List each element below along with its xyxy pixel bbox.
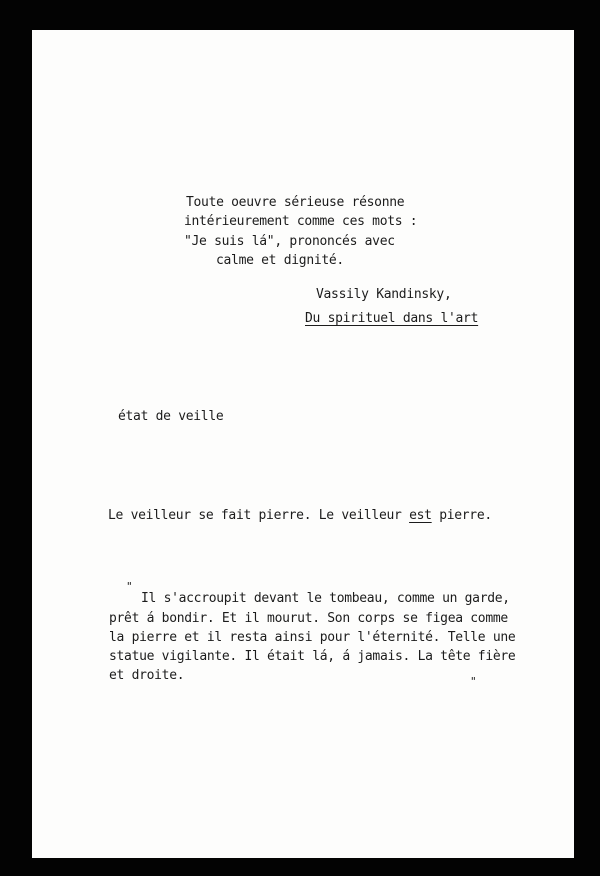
statement-after: pierre. bbox=[431, 508, 492, 523]
epigraph-line-2: intérieurement comme ces mots : bbox=[184, 214, 418, 229]
epigraph-author: Vassily Kandinsky, bbox=[316, 287, 452, 302]
statement-before: Le veilleur se fait pierre. Le veilleur bbox=[108, 508, 410, 523]
quote-open-mark: " bbox=[126, 580, 133, 593]
quote-line-4: statue vigilante. Il était lá, á jamais. La tête fière bbox=[109, 649, 516, 664]
quote-line-1: Il s'accroupit devant le tombeau, comme un garde, bbox=[141, 591, 510, 606]
epigraph-line-4: calme et dignité. bbox=[216, 253, 344, 268]
quote-close-mark: " bbox=[470, 675, 477, 688]
epigraph-source: Du spirituel dans l'art bbox=[305, 311, 479, 326]
quote-line-3: la pierre et il resta ainsi pour l'éternité. Telle une bbox=[109, 630, 516, 645]
epigraph-line-1: Toute oeuvre sérieuse résonne bbox=[186, 195, 405, 210]
statement-line bbox=[108, 506, 492, 526]
quote-line-2: prêt á bondir. Et il mourut. Son corps se figea comme bbox=[109, 611, 508, 626]
section-heading: état de veille bbox=[118, 409, 224, 424]
typewritten-page bbox=[32, 30, 574, 858]
epigraph-line-3: "Je suis lá", prononcés avec bbox=[184, 234, 395, 249]
statement-emphasis: est bbox=[409, 508, 432, 523]
quote-line-5: et droite. bbox=[109, 668, 185, 683]
